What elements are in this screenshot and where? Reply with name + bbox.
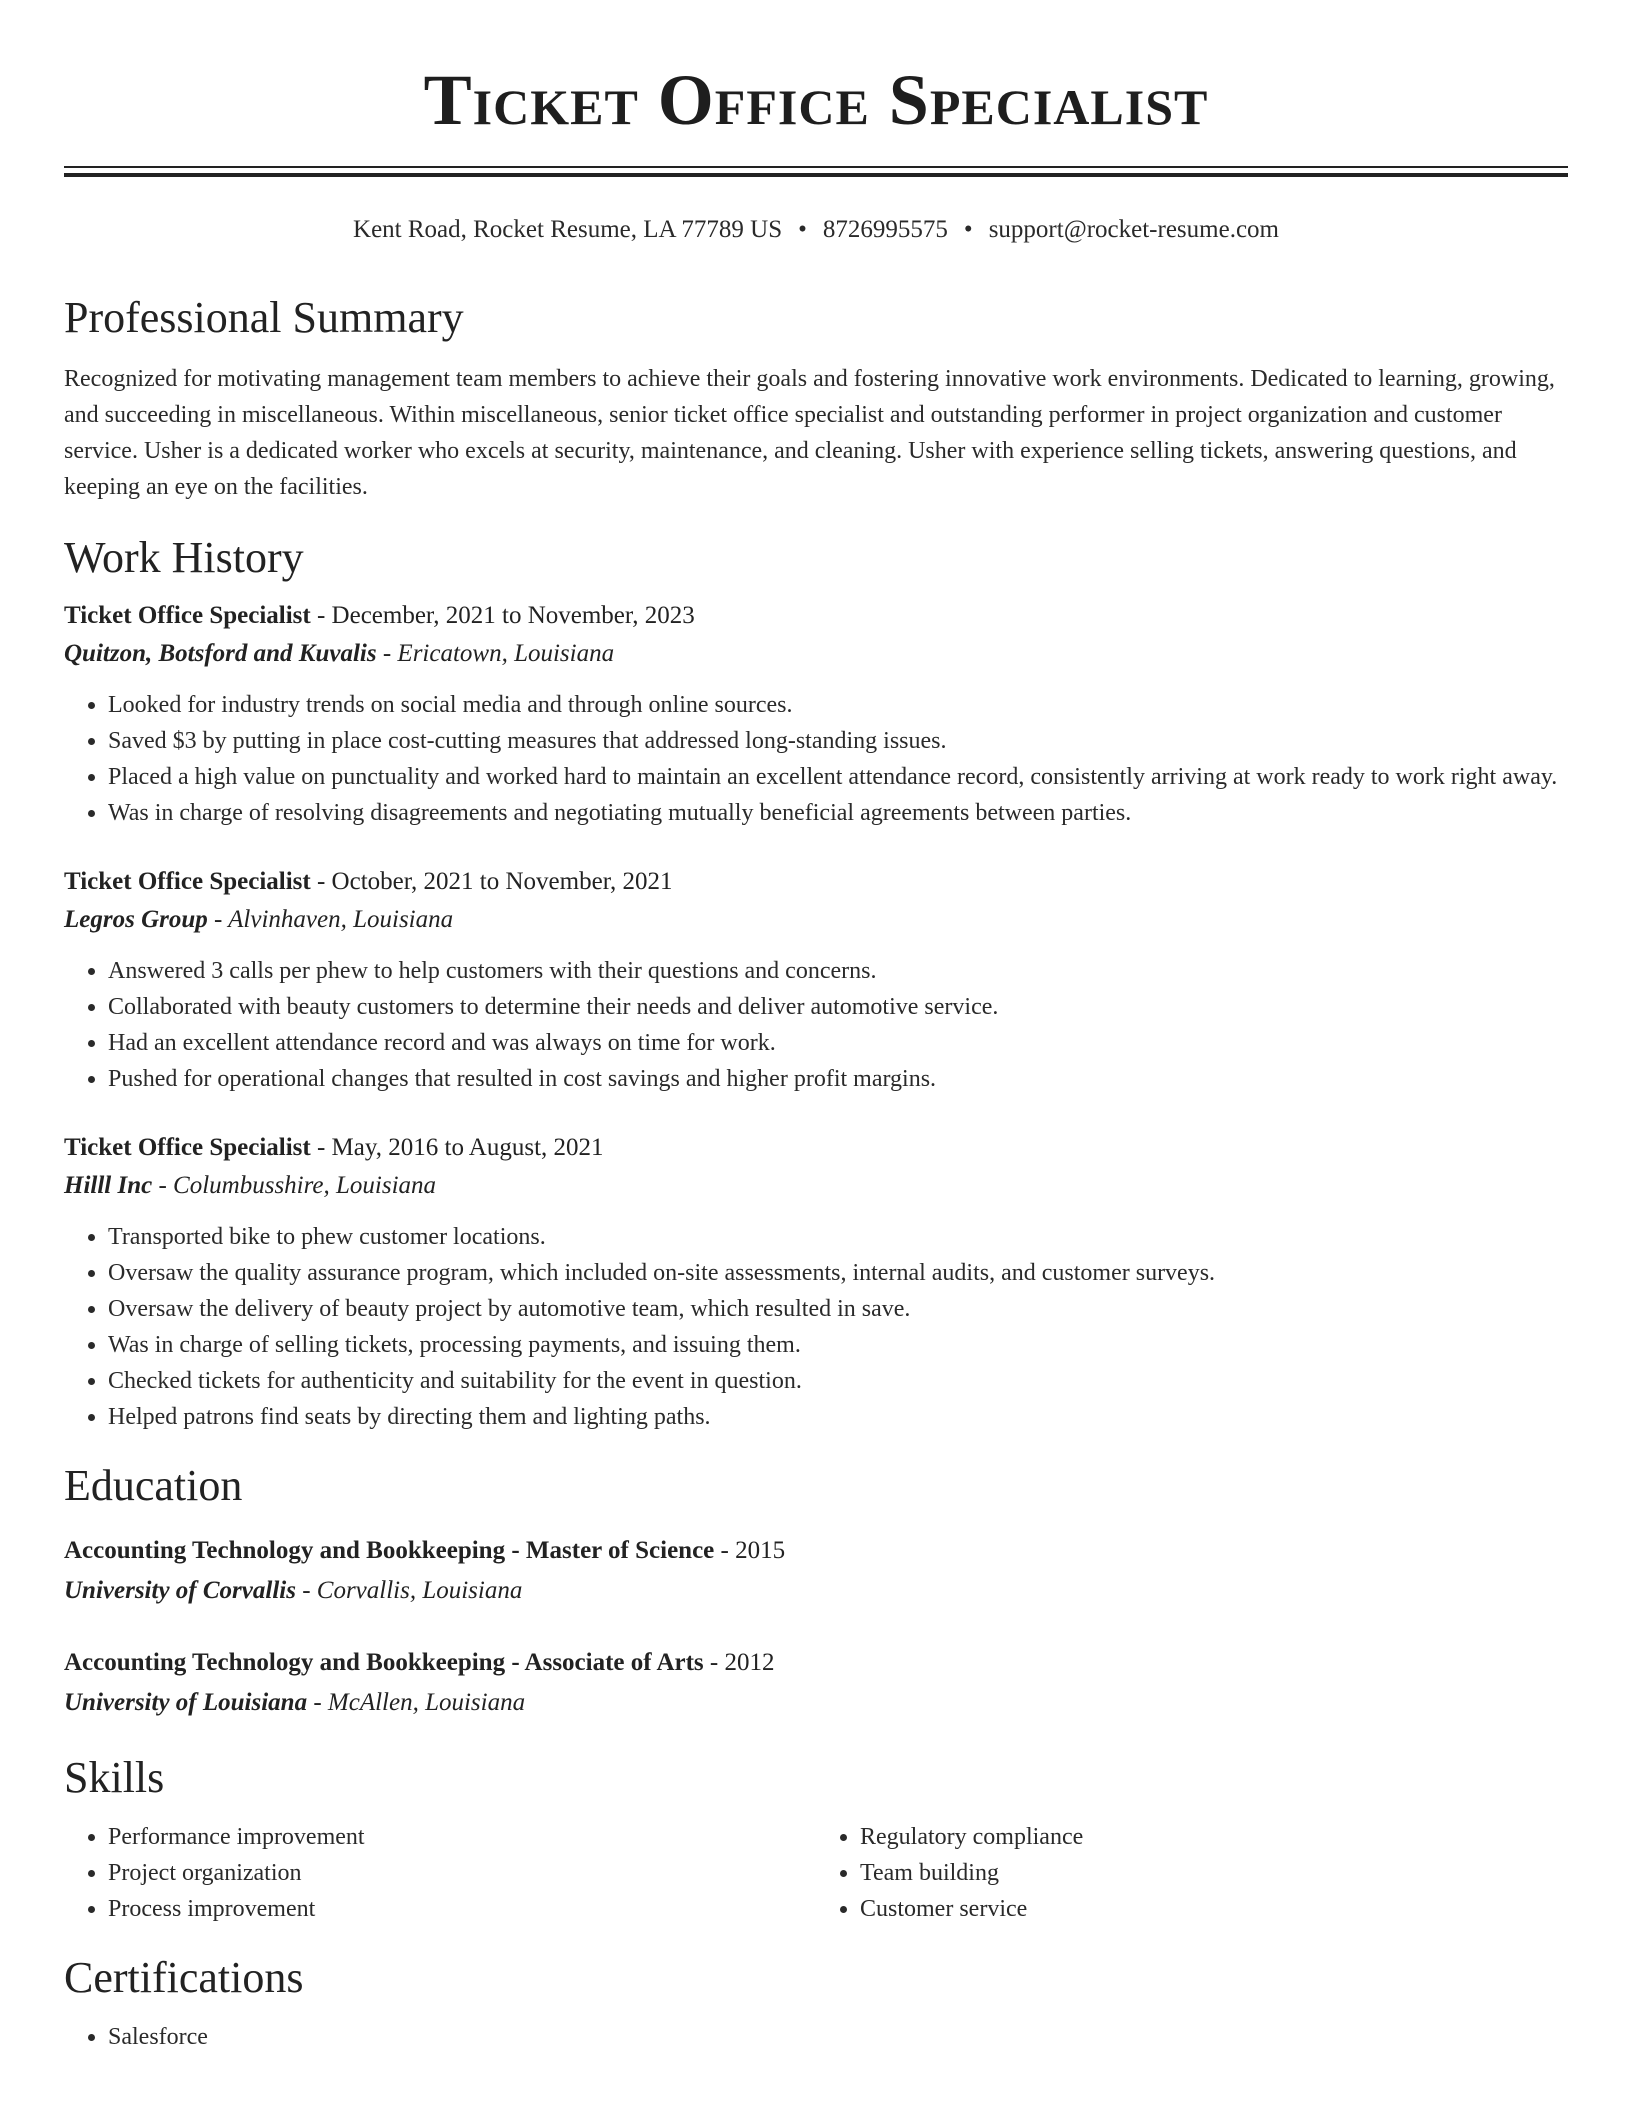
job-bullet: • Helped patrons find seats by directing them and lighting paths.: [108, 1399, 1568, 1435]
education-header: [64, 1643, 1568, 1683]
education-school: University of Corvallis: [64, 1577, 296, 1604]
job-bullet: • Had an excellent attendance record and was always on time for work.: [108, 1025, 1568, 1061]
education-location: - McAllen, Louisiana: [307, 1689, 526, 1716]
job-bullet: • Looked for industry trends on social media and through online sources.: [108, 687, 1568, 723]
certifications-section: [64, 1951, 1568, 2055]
job-dates: - October, 2021 to November, 2021: [310, 868, 673, 895]
skill-item: • Project organization: [108, 1855, 816, 1891]
job-entry: [64, 863, 1568, 1097]
education-school-line: [64, 1683, 1568, 1723]
job-bullet: • Checked tickets for authenticity and suitability for the event in question.: [108, 1363, 1568, 1399]
job-title: Ticket Office Specialist: [64, 1134, 311, 1161]
job-bullet: • Transported bike to phew customer locations.: [108, 1219, 1568, 1255]
job-bullet: • Pushed for operational changes that resulted in cost savings and higher profit margins.: [108, 1061, 1568, 1097]
job-title: Ticket Office Specialist: [64, 602, 311, 629]
skill-item: • Regulatory compliance: [860, 1819, 1568, 1855]
job-employer: [64, 1167, 1568, 1205]
job-location: - Alvinhaven, Louisiana: [207, 906, 454, 933]
education-location: - Corvallis, Louisiana: [295, 1577, 523, 1604]
work-history-heading: Work History: [64, 533, 304, 582]
education-school: University of Louisiana: [64, 1689, 308, 1716]
job-header: [64, 597, 1568, 635]
contact-line: [64, 213, 1568, 247]
education-section: [64, 1459, 1568, 1723]
education-year: - 2015: [714, 1537, 786, 1564]
job-employer: [64, 635, 1568, 673]
education-year: - 2012: [703, 1649, 775, 1676]
skill-item: • Team building: [860, 1855, 1568, 1891]
certification-item: • Salesforce: [108, 2019, 1568, 2055]
education-entry: [64, 1531, 1568, 1611]
skills-heading: Skills: [64, 1753, 165, 1802]
job-employer: [64, 901, 1568, 939]
job-header: [64, 863, 1568, 901]
resume-title: Ticket Office Specialist: [423, 60, 1209, 140]
title-divider-thick: [64, 173, 1568, 177]
job-entry: [64, 1129, 1568, 1435]
job-company: Quitzon, Botsford and Kuvalis: [64, 640, 377, 667]
education-degree: Accounting Technology and Bookkeeping - Master of Science: [64, 1537, 715, 1564]
job-company: Legros Group: [64, 906, 208, 933]
skill-item: • Performance improvement: [108, 1819, 816, 1855]
contact-phone: 8726995575: [822, 216, 948, 243]
job-bullet: • Was in charge of resolving disagreements and negotiating mutually beneficial agreements between parties.: [108, 795, 1568, 831]
summary-heading: Professional Summary: [64, 293, 464, 342]
job-bullet: • Oversaw the quality assurance program, which included on-site assessments, internal audits, and customer surveys.: [108, 1255, 1568, 1291]
education-entry: [64, 1643, 1568, 1723]
skills-columns: [64, 1819, 1568, 1927]
job-dates: - May, 2016 to August, 2021: [310, 1134, 604, 1161]
summary-section: [64, 291, 1568, 505]
certifications-list: [64, 2019, 1568, 2055]
job-bullet: • Oversaw the delivery of beauty project by automotive team, which resulted in save.: [108, 1291, 1568, 1327]
job-company: Hilll Inc: [64, 1172, 153, 1199]
skills-column-left: [64, 1819, 816, 1927]
job-bullet: • Saved $3 by putting in place cost-cutting measures that addressed long-standing issues.: [108, 723, 1568, 759]
skills-section: [64, 1751, 1568, 1927]
job-header: [64, 1129, 1568, 1167]
job-bullet: • Collaborated with beauty customers to determine their needs and deliver automotive service.: [108, 989, 1568, 1025]
job-dates: - December, 2021 to November, 2023: [310, 602, 695, 629]
contact-address: Kent Road, Rocket Resume, LA 77789 US: [353, 216, 783, 243]
job-entry: [64, 597, 1568, 831]
education-school-line: [64, 1571, 1568, 1611]
contact-separator: •: [798, 216, 807, 243]
contact-email: support@rocket-resume.com: [988, 216, 1279, 243]
job-location: - Columbusshire, Louisiana: [152, 1172, 437, 1199]
certifications-heading: Certifications: [64, 1953, 304, 2002]
skill-item: • Customer service: [860, 1891, 1568, 1927]
education-heading: Education: [64, 1461, 243, 1510]
contact-separator: •: [963, 216, 973, 243]
education-degree: Accounting Technology and Bookkeeping - Associate of Arts: [64, 1649, 704, 1676]
job-bullets: [64, 1219, 1568, 1435]
job-bullet: • Placed a high value on punctuality and worked hard to maintain an excellent attendance record, consistently arriving at work ready to work right away.: [108, 759, 1568, 795]
education-header: [64, 1531, 1568, 1571]
skills-column-right: [816, 1819, 1568, 1927]
work-history-section: [64, 531, 1568, 1435]
job-bullets: [64, 687, 1568, 831]
job-bullets: [64, 953, 1568, 1097]
job-location: - Ericatown, Louisiana: [376, 640, 615, 667]
job-title: Ticket Office Specialist: [64, 868, 311, 895]
job-bullet: • Was in charge of selling tickets, processing payments, and issuing them.: [108, 1327, 1568, 1363]
skill-item: • Process improvement: [108, 1891, 816, 1927]
job-bullet: • Answered 3 calls per phew to help customers with their questions and concerns.: [108, 953, 1568, 989]
summary-text: Recognized for motivating management team members to achieve their goals and fostering innovative work environments. Dedicated to learning, growing, and succeeding in miscellaneous. Within miscellaneous, senior ticket office specialist and outstanding performer in project organization and customer service. Usher is a dedicated worker who excels at security, maintenance, and cleaning. Usher with experience selling tickets, answering questions, and keeping an eye on the facilities.: [64, 366, 1555, 500]
